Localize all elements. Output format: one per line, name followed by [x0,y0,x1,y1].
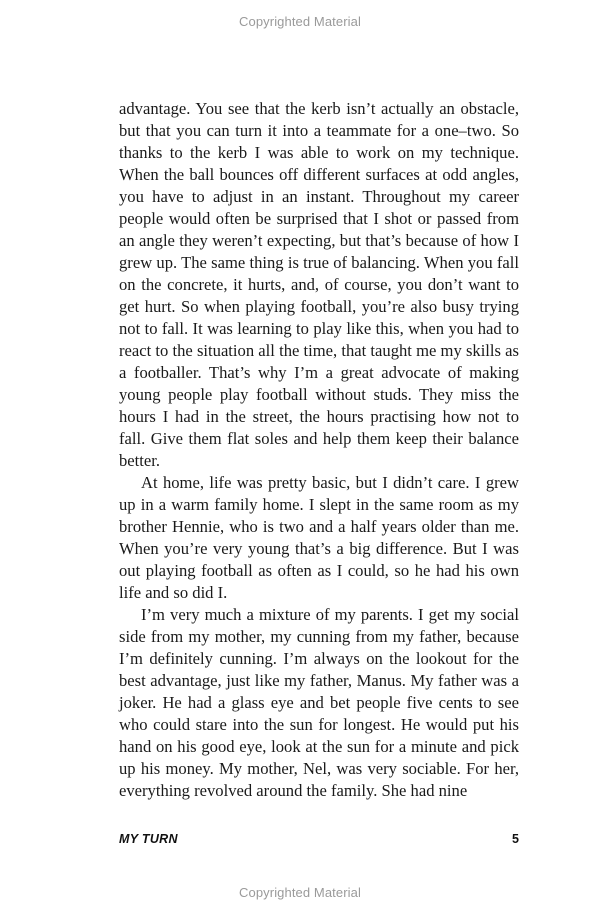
page-footer [119,832,519,850]
page-number: 5 [512,832,519,846]
body-text [119,98,519,802]
paragraph-parents: I’m very much a mixture of my parents. I get my social side from my mother, my cunning from my father, because I’m definitely cunning. I’m always on the lookout for the best advantage, just like my father, Manus. My father was a joker. He had a glass eye and bet people five cents to see who could stare into the sun for longest. He would put his hand on his good eye, look at the sun for a minute and pick up his money. My mother, Nel, was very sociable. For her, everything revolved around the family. She had nine [119,605,519,800]
copyright-watermark-bottom: Copyrighted Material [239,885,361,900]
paragraph-continued: advantage. You see that the kerb isn’t actually an obstacle, but that you can turn it into a teammate for a one–two. So thanks to the kerb I was able to work on my technique. When the ball bounces off different surfaces at odd angles, you have to adjust in an instant. Throughout my career people would often be surprised that I shot or passed from an angle they weren’t expecting, but that’s because of how I grew up. The same thing is true of balancing. When you fall on the concrete, it hurts, and, of course, you don’t want to get hurt. So when playing football, you’re also busy trying not to fall. It was learning to play like this, when you had to react to the situation all the time, that taught me my skills as a footballer. That’s why I’m a great advocate of making young people play football without studs. They miss the hours I had in the street, the hours practising how not to fall. Give them flat soles and help them keep their balance better. [119,99,519,470]
paragraph-home-life: At home, life was pretty basic, but I didn’t care. I grew up in a warm family home. I slept in the same room as my brother Hennie, who is two and a half years older than me. When you’re very young that’s a big difference. But I was out playing football as often as I could, so he had his own life and so did I. [119,473,519,602]
copyright-watermark-top: Copyrighted Material [239,14,361,29]
running-title: MY TURN [119,832,178,846]
